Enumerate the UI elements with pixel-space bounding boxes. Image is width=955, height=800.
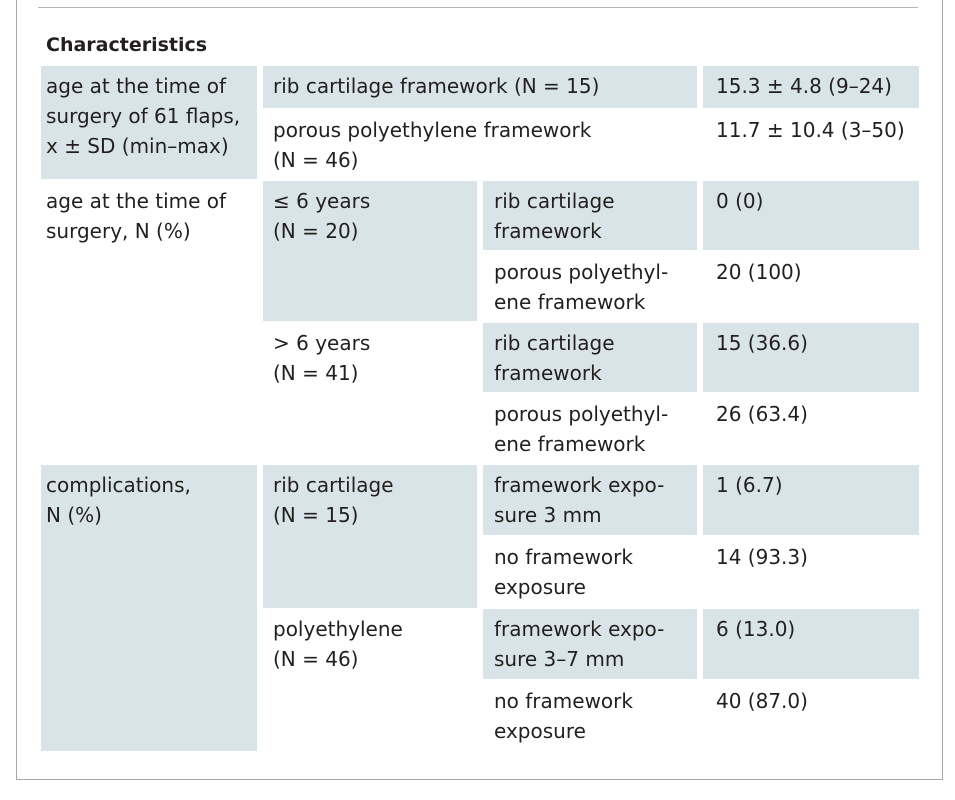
cell-gt6-porous-label: porous polyethyl- ene framework: [494, 402, 669, 456]
cell-comp-poly-exposure-value: 6 (13.0): [703, 609, 919, 679]
cell-comp-poly-label: polyethylene (N = 46): [273, 617, 403, 671]
cell-le6-porous-value: 20 (100): [716, 260, 802, 284]
top-rule: [38, 7, 918, 8]
cell-age-gt6-label: > 6 years (N = 41): [273, 331, 371, 385]
cell-age-le6-label: ≤ 6 years (N = 20): [263, 181, 477, 321]
cell-le6-porous-label: porous polyethyl- ene framework: [494, 260, 669, 314]
row-label-age-flaps: age at the time of surgery of 61 flaps, x ± SD (min–max): [41, 66, 257, 179]
cell-porous-framework-label: porous polyethylene framework (N = 46): [273, 118, 592, 172]
cell-comp-rib-exposure-value: 1 (6.7): [703, 465, 919, 535]
cell-comp-rib-none-label: no framework exposure: [494, 545, 633, 599]
row-label-complications: complications, N (%): [41, 465, 257, 751]
cell-rib-framework-value: 15.3 ± 4.8 (9–24): [703, 66, 919, 108]
cell-gt6-porous-value: 26 (63.4): [716, 402, 808, 426]
cell-porous-framework-value: 11.7 ± 10.4 (3–50): [716, 118, 905, 142]
cell-comp-poly-none-value: 40 (87.0): [716, 689, 808, 713]
cell-comp-rib-none-value: 14 (93.3): [716, 545, 808, 569]
cell-gt6-rib-value: 15 (36.6): [703, 323, 919, 392]
cell-comp-poly-none-label: no framework exposure: [494, 689, 633, 743]
cell-comp-rib-label: rib cartilage (N = 15): [263, 465, 477, 608]
cell-le6-rib-label: rib cartilage framework: [483, 181, 697, 250]
row-label-age-n: age at the time of surgery, N (%): [46, 189, 227, 243]
cell-comp-poly-exposure-label: framework expo- sure 3–7 mm: [483, 609, 697, 679]
cell-rib-framework-label: rib cartilage framework (N = 15): [263, 66, 697, 108]
cell-gt6-rib-label: rib cartilage framework: [483, 323, 697, 392]
cell-le6-rib-value: 0 (0): [703, 181, 919, 250]
cell-comp-rib-exposure-label: framework expo- sure 3 mm: [483, 465, 697, 535]
table-heading: Characteristics: [46, 34, 208, 56]
